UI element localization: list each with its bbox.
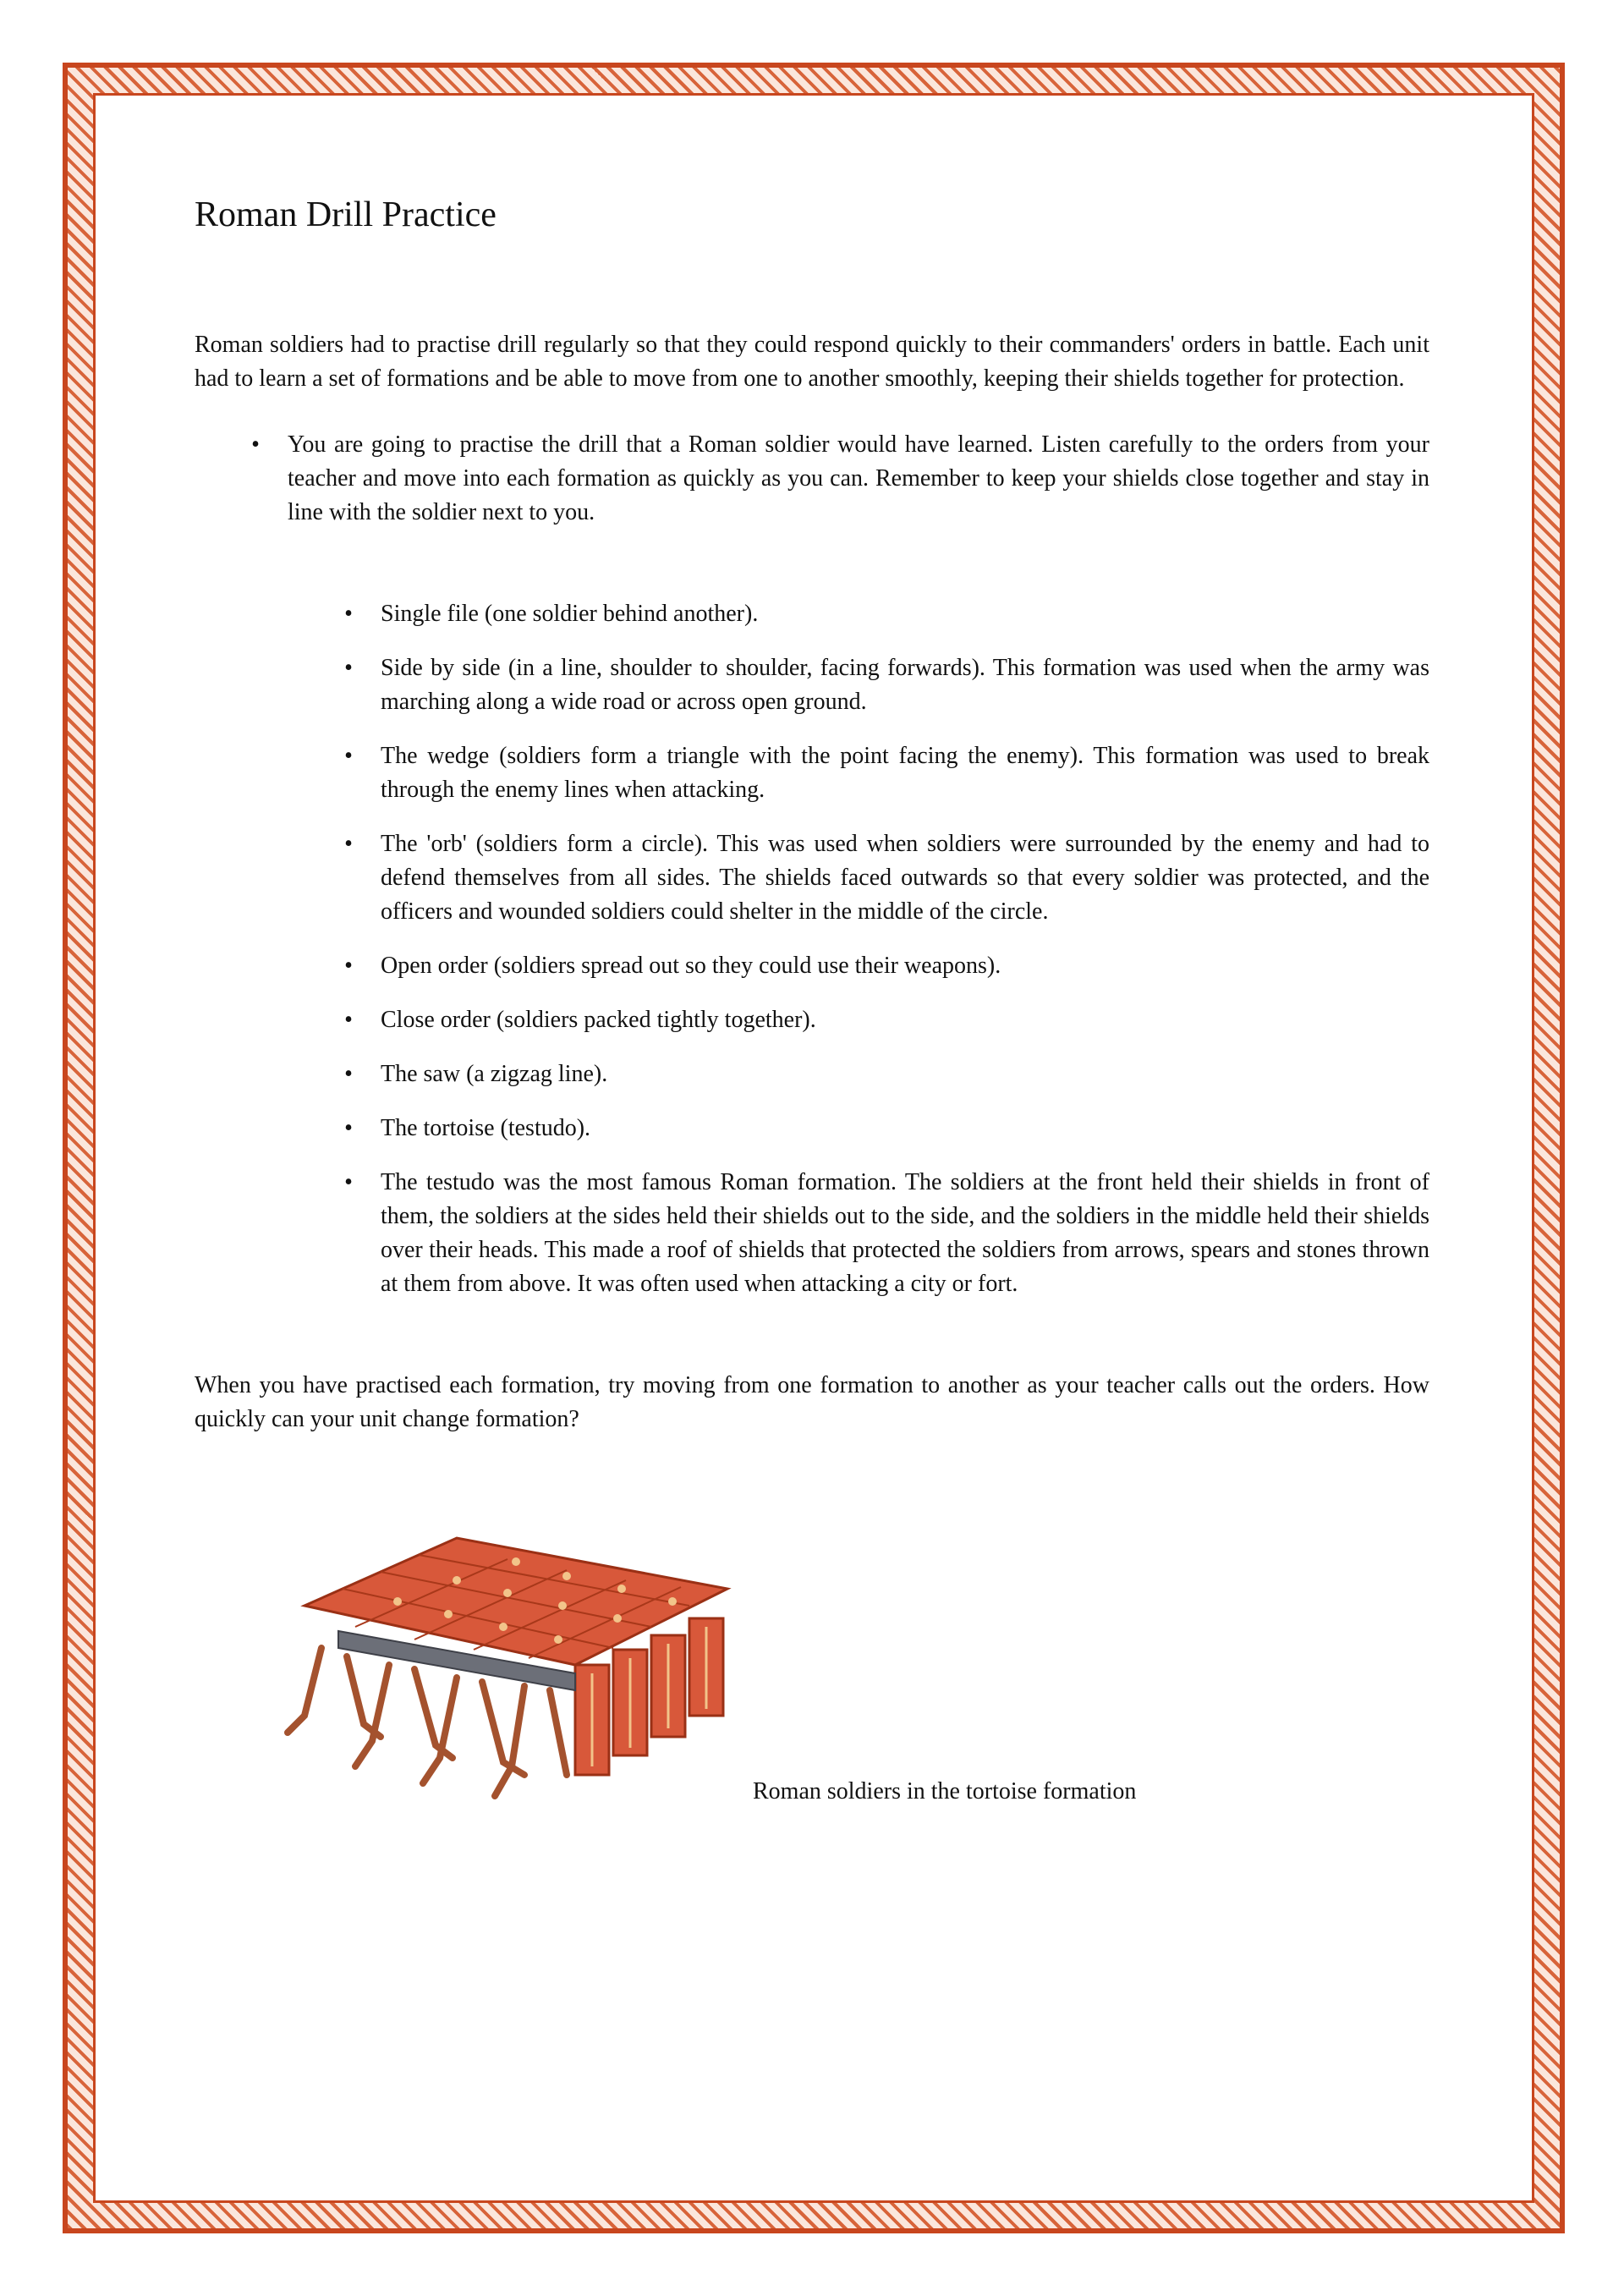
- bullet-icon: •: [344, 743, 353, 769]
- formation-text: The saw (a zigzag line).: [381, 1061, 608, 1087]
- image-caption: Roman soldiers in the tortoise formation: [753, 1778, 1137, 1804]
- formation-item: [344, 1003, 1429, 1037]
- formation-item: [344, 1112, 1429, 1145]
- bullet-icon: •: [344, 1115, 353, 1141]
- document-title: Roman Drill Practice: [195, 195, 497, 234]
- intro-list: [195, 428, 1429, 530]
- document-content: [195, 195, 1429, 1809]
- formation-text: The testudo was the most famous Roman formation. The soldiers at the front held their shields in front of them, the soldiers at the sides held their shields out to the side, and the soldiers in the middle held their shields over their heads. This made a roof of shields that protected the soldiers from arrows, spears and stones thrown at them from above. It was often used when attacking a city or fort.: [381, 1169, 1429, 1297]
- formation-item: [344, 739, 1429, 807]
- formation-list: [195, 597, 1429, 1301]
- formation-item: [344, 827, 1429, 929]
- formation-text: Close order (soldiers packed tightly together).: [381, 1007, 816, 1033]
- formation-item: [344, 597, 1429, 631]
- formation-text: The 'orb' (soldiers form a circle). This was used when soldiers were surrounded by the enemy and had to defend themselves from all sides. The shields faced outwards so that every soldier was protected, and the officers and wounded soldiers could shelter in the middle of the circle.: [381, 831, 1429, 925]
- bullet-icon: •: [344, 601, 353, 627]
- bullet-icon: •: [344, 655, 353, 681]
- formation-item: [344, 949, 1429, 983]
- bullet-icon: •: [344, 953, 353, 979]
- testudo-illustration: [271, 1521, 744, 1809]
- formation-text: Open order (soldiers spread out so they could use their weapons).: [381, 953, 1001, 979]
- closing-paragraph: When you have practised each formation, try moving from one formation to another as your teacher calls out the orders. How quickly can your unit change formation?: [195, 1372, 1429, 1432]
- formation-item: [344, 1057, 1429, 1091]
- formation-item: [344, 651, 1429, 719]
- bullet-icon: •: [251, 431, 260, 458]
- formation-item: [344, 1166, 1429, 1301]
- bullet-icon: •: [344, 1169, 353, 1195]
- formation-text: The tortoise (testudo).: [381, 1115, 591, 1141]
- bullet-icon: •: [344, 1007, 353, 1033]
- intro-paragraph: Roman soldiers had to practise drill regularly so that they could respond quickly to their commanders' orders in battle. Each unit had to learn a set of formations and be able to move from one to another smoothly, keeping their shields together for protection.: [195, 332, 1429, 392]
- intro-list-text: You are going to practise the drill that a Roman soldier would have learned. Listen carefully to the orders from your teacher and move into each formation as quickly as you can. Remember to keep your shields close together and stay in line with the soldier next to you.: [288, 431, 1429, 525]
- formation-text: The wedge (soldiers form a triangle with the point facing the enemy). This formation was used to break through the enemy lines when attacking.: [381, 743, 1429, 803]
- intro-list-item: [251, 428, 1429, 530]
- formation-text: Side by side (in a line, shoulder to shoulder, facing forwards). This formation was used when the army was marching along a wide road or across open ground.: [381, 655, 1429, 715]
- bullet-icon: •: [344, 1061, 353, 1087]
- figure-area: [195, 1521, 1429, 1809]
- bullet-icon: •: [344, 831, 353, 857]
- formation-text: Single file (one soldier behind another).: [381, 601, 759, 627]
